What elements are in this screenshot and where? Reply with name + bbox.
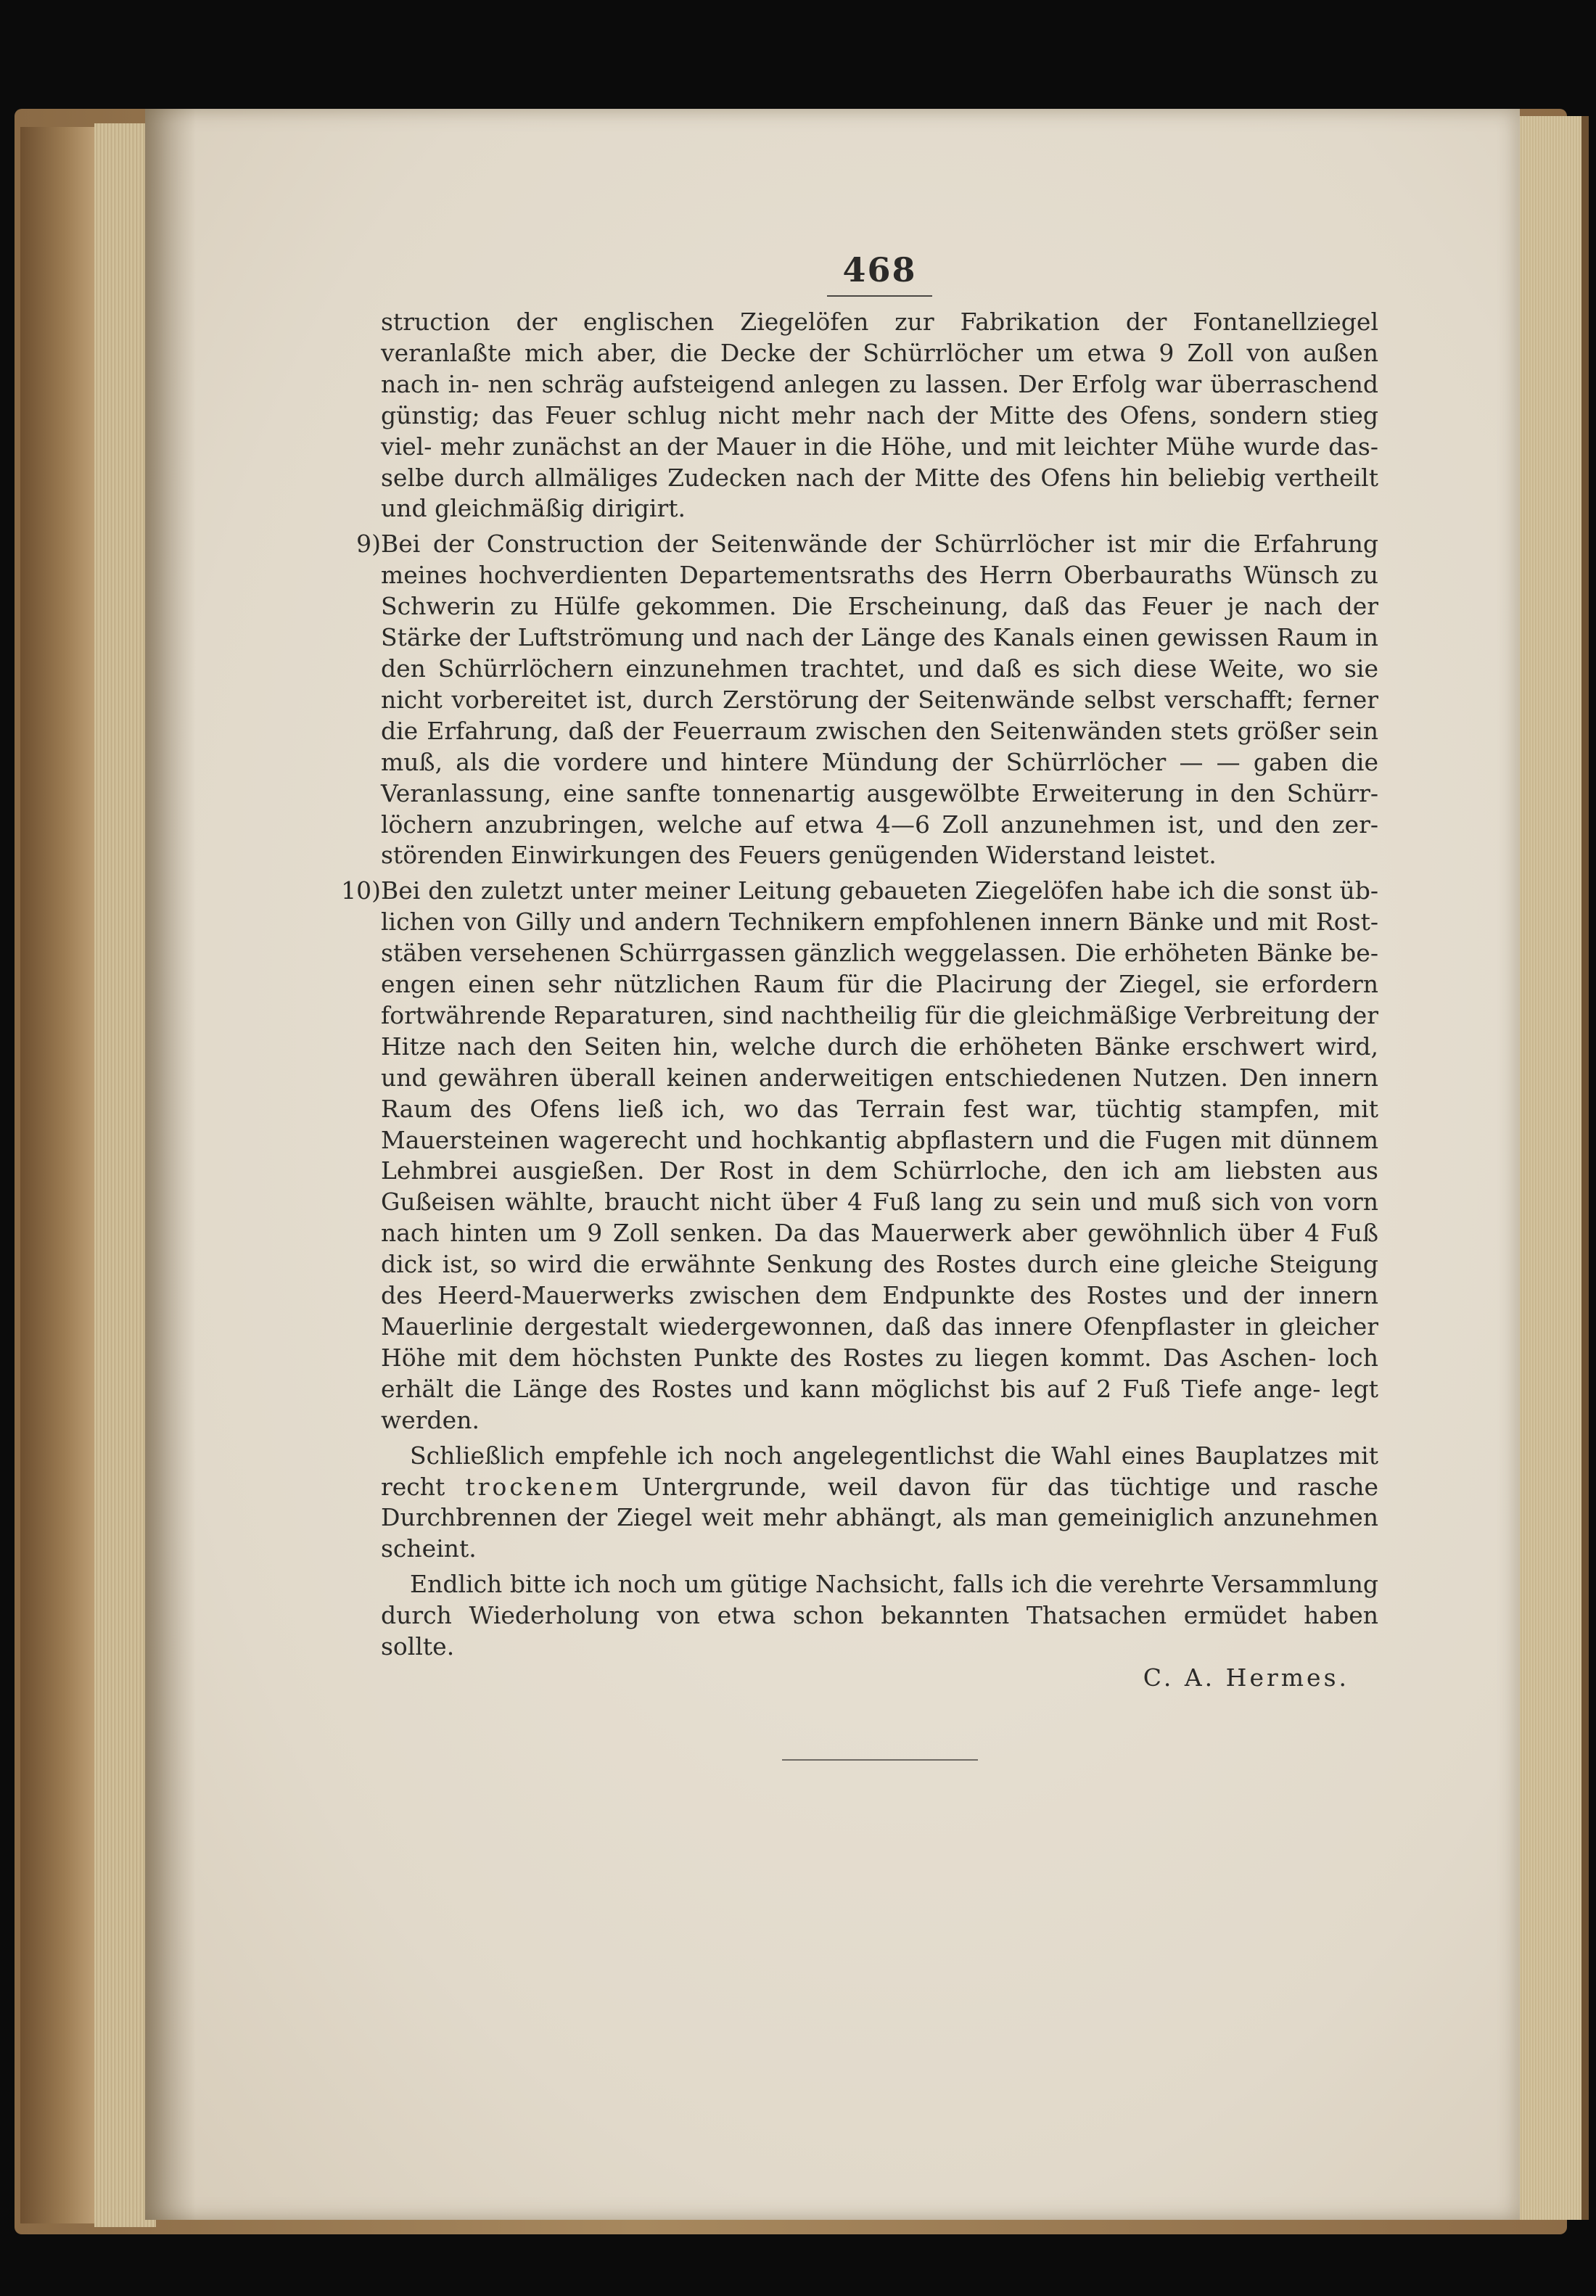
signature-text: C. A. Hermes. [1143, 1663, 1349, 1692]
closing-paragraph-2: Endlich bitte ich noch um gütige Nachsicht, falls ich die verehrte Versammlung durch Wiederholung von etwa schon bekannten Thatsachen ermüdet haben sollte. [381, 1570, 1378, 1661]
page-content [341, 250, 1378, 1761]
item-9-paragraph: Bei der Construction der Seitenwände der Schürrlöcher ist mir die Erfahrung meines hochverdienten Departementsraths des Herrn Oberbauraths Wünsch zu Schwerin zu Hülfe gekommen. Die Erscheinung, daß das Feuer je nach der Stärke der Luftströmung und nach der Länge des Kanals einen gewissen Raum in den Schürrlöchern einzunehmen trachtet, und daß es sich diese Weite, wo sie nicht vorbereitet ist, durch Zerstörung der Seitenwände selbst verschafft; ferner die Erfahrung, daß der Feuerraum zwischen den Seitenwänden stets größer sein muß, als die vordere und hintere Mündung der Schürrlöcher — — gaben die Veranlassung, eine sanfte tonnenartig ausgewölbte Erweiterung in den Schürr- löchern anzubringen, welche auf etwa 4—6 Zoll anzunehmen ist, und den zer- störenden Einwirkungen des Feuers genügenden Widerstand leistet. [381, 530, 1378, 870]
closing-1-part-b: Untergrunde, weil davon für das tüchtige und rasche Durchbrennen der Ziegel weit mehr abhängt, als man gemeiniglich anzunehmen scheint. [381, 1472, 1378, 1563]
item-number: 9) [356, 530, 381, 559]
intro-paragraph: struction der englischen Ziegelöfen zur Fabrikation der Fontanellziegel veranlaßte mich aber, die Decke der Schürrlöcher um etwa 9 Zoll von außen nach in- nen schräg aufsteigend anlegen zu lassen. Der Erfolg war überraschend günstig; das Feuer schlug nicht mehr nach der Mitte des Ofens, sondern stieg viel- mehr zunächst an der Mauer in die Höhe, und mit leichter Mühe wurde das- selbe durch allmäliges Zudecken nach der Mitte des Ofens hin beliebig vertheilt und gleichmäßig dirigirt. [381, 308, 1378, 523]
signature [381, 1663, 1378, 1694]
end-rule [782, 1759, 978, 1761]
list-item-10 [341, 876, 1378, 1436]
item-number: 10) [341, 876, 381, 905]
item-10-paragraph: Bei den zuletzt unter meiner Leitung gebaueten Ziegelöfen habe ich die sonst üb- lichen von Gilly und andern Technikern empfohlenen innern Bänke und mit Rost- stäben versehenen Schürrgassen gänzlich weggelassen. Die erhöheten Bänke be- engen einen sehr nützlichen Raum für die Placirung der Ziegel, sie erfordern fortwährende Reparaturen, sind nachtheilig für die gleichmäßige Verbreitung der Hitze nach den Seiten hin, welche durch die erhöheten Bänke erschwert wird, und gewähren überall keinen anderweitigen entschiedenen Nutzen. Den innern Raum des Ofens ließ ich, wo das Terrain fest war, tüchtig stampfen, mit Mauersteinen wagerecht und hochkantig abpflastern und die Fugen mit dünnem Lehmbrei ausgießen. Der Rost in dem Schürrloche, den ich am liebsten aus Gußeisen wählte, braucht nicht über 4 Fuß lang zu sein und muß sich von vorn nach hinten um 9 Zoll senken. Da das Mauerwerk aber gewöhnlich über 4 Fuß dick ist, so wird die erwähnte Senkung des Rostes durch eine gleiche Steigung des Heerd-Mauerwerks zwischen dem Endpunkte des Rostes und der innern Mauerlinie dergestalt wiedergewonnen, daß das innere Ofenpflaster in gleicher Höhe mit dem höchsten Punkte des Rostes zu liegen kommt. Das Aschen- loch erhält die Länge des Rostes und kann möglichst bis auf 2 Fuß Tiefe ange- legt werden. [381, 876, 1378, 1434]
list-item-9 [356, 529, 1378, 871]
closing-paragraph-1 [381, 1441, 1378, 1565]
page-number-rule [827, 295, 932, 297]
gutter-shadow [145, 109, 196, 2220]
closing-1-part-a: Schließlich empfehle ich noch angelegentlichst die Wahl eines Bauplatzes mit recht [381, 1441, 1378, 1501]
right-page-edges [1520, 116, 1589, 2220]
emphasized-word: trockenem [465, 1472, 622, 1501]
page-number: 468 [842, 250, 917, 289]
book-spine [20, 127, 100, 2223]
